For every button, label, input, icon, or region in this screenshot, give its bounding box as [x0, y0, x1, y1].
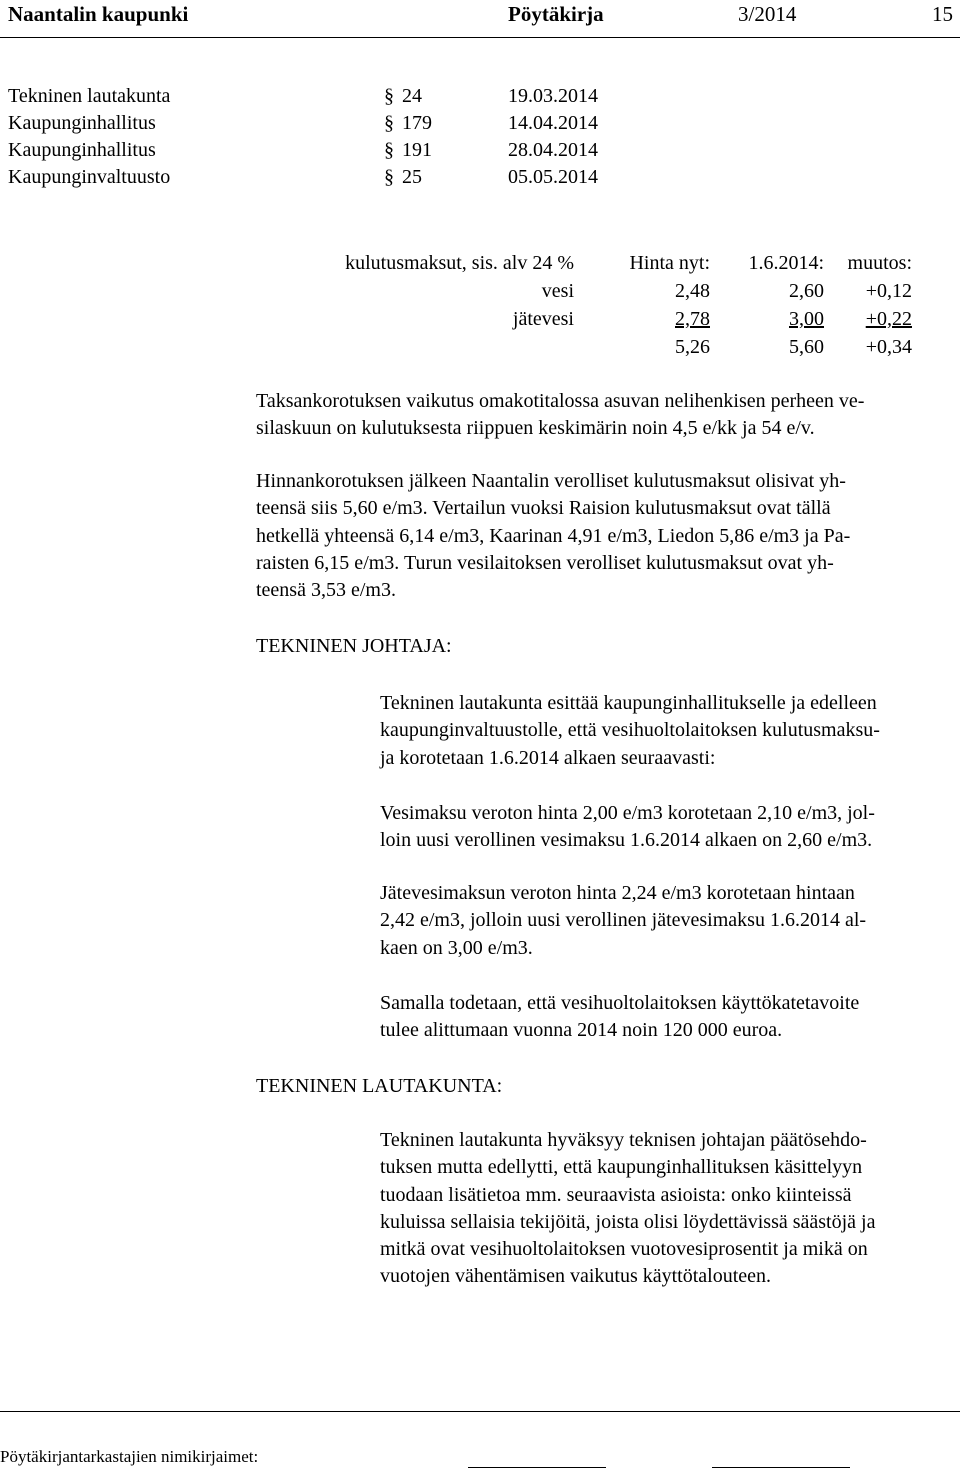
price-total-new: 5,60	[789, 336, 824, 358]
text-line: 2,42 e/m3, jolloin uusi verollinen jätevesimaksu 1.6.2014 al-	[380, 909, 867, 932]
text-line: tuodaan lisätietoa mm. seuraavista asioista: onko kiinteissä	[380, 1183, 852, 1206]
text-line: teensä siis 5,60 e/m3. Vertailun vuoksi Raision kulutusmaksut ovat tällä	[256, 497, 831, 520]
text-line: Vesimaksu veroton hinta 2,00 e/m3 korotetaan 2,10 e/m3, jol-	[380, 802, 875, 824]
text-line: Tekninen lautakunta hyväksyy teknisen johtajan päätösehdo-	[380, 1129, 867, 1151]
meeting-section-number: 24	[402, 85, 422, 107]
meeting-date: 19.03.2014	[508, 85, 598, 107]
text-line: kaupunginvaltuustolle, että vesihuoltolaitoksen kulutusmaksu-	[380, 719, 880, 742]
municipality-name: Naantalin kaupunki	[8, 2, 189, 26]
signature-label: Pöytäkirjantarkastajien nimikirjaimet:	[0, 1447, 259, 1466]
signature-line	[468, 1467, 606, 1468]
document-number: 3/2014	[738, 2, 797, 26]
page-number: 15	[932, 2, 953, 26]
text-line: Tekninen lautakunta esittää kaupunginhallitukselle ja edelleen	[380, 692, 877, 714]
price-header-now: Hinta nyt:	[629, 252, 710, 274]
text-line: Jätevesimaksun veroton hinta 2,24 e/m3 korotetaan hintaan	[380, 882, 855, 904]
meeting-section-number: 25	[402, 166, 422, 188]
heading-technical-director: TEKNINEN JOHTAJA:	[256, 635, 452, 657]
section-symbol: §	[384, 139, 394, 161]
section-symbol: §	[384, 112, 394, 134]
heading-technical-board: TEKNINEN LAUTAKUNTA:	[256, 1075, 503, 1097]
meeting-date: 28.04.2014	[508, 139, 598, 161]
text-line: tulee alittumaan vuonna 2014 noin 120 000 euroa.	[380, 1019, 783, 1042]
price-total-change: +0,34	[865, 336, 912, 358]
footer-rule	[0, 1411, 960, 1412]
price-change: +0,22	[865, 308, 912, 330]
price-header-new: 1.6.2014:	[748, 252, 824, 274]
text-line: Hinnankorotuksen jälkeen Naantalin verolliset kulutusmaksut olisivat yh-	[256, 470, 846, 492]
signature-line	[712, 1467, 850, 1468]
price-row-label: vesi	[541, 280, 574, 302]
price-now: 2,48	[675, 280, 710, 302]
text-line: kaen on 3,00 e/m3.	[380, 936, 533, 959]
text-line: Samalla todetaan, että vesihuoltolaitoksen käyttökatetavoite	[380, 992, 860, 1014]
paragraph-decision	[380, 1127, 875, 1291]
text-line: ja korotetaan 1.6.2014 alkaen seuraavasti:	[380, 746, 716, 769]
price-now: 2,78	[675, 308, 710, 330]
meeting-body: Kaupunginhallitus	[8, 112, 156, 134]
paragraph-wastewater-fee	[380, 880, 866, 962]
meeting-section-number: 179	[402, 112, 432, 134]
price-change: +0,12	[865, 280, 912, 302]
meeting-body: Kaupunginhallitus	[8, 139, 156, 161]
text-line: loin uusi verollinen vesimaksu 1.6.2014 alkaen on 2,60 e/m3.	[380, 829, 873, 852]
meeting-body: Tekninen lautakunta	[8, 85, 171, 107]
paragraph-impact	[256, 388, 864, 443]
paragraph-target	[380, 990, 859, 1045]
price-row-label: jätevesi	[512, 308, 574, 330]
price-header-change: muutos:	[847, 252, 912, 274]
text-line: kuluissa sellaisia tekijöitä, joista olisi löydettävissä säästöjä ja	[380, 1210, 876, 1233]
price-table-label: kulutusmaksut, sis. alv 24 %	[345, 252, 574, 274]
text-line: Taksankorotuksen vaikutus omakotitalossa asuvan nelihenkisen perheen ve-	[256, 390, 865, 412]
text-line: mitkä ovat vesihuoltolaitoksen vuotovesiprosentit ja mikä on	[380, 1238, 868, 1261]
text-line: raisten 6,15 e/m3. Turun vesilaitoksen verolliset kulutusmaksut ovat yh-	[256, 551, 834, 574]
text-line: hetkellä yhteensä 6,14 e/m3, Kaarinan 4,91 e/m3, Liedon 5,86 e/m3 ja Pa-	[256, 524, 851, 547]
document-type: Pöytäkirja	[508, 2, 604, 26]
section-symbol: §	[384, 85, 394, 107]
text-line: silaskuun on kulutuksesta riippuen keskimärin noin 4,5 e/kk ja 54 e/v.	[256, 417, 815, 440]
text-line: tuksen mutta edellytti, että kaupunginhallituksen käsittelyyn	[380, 1156, 863, 1179]
header-rule	[0, 37, 960, 38]
paragraph-water-fee	[380, 800, 875, 855]
price-total-now: 5,26	[675, 336, 710, 358]
meeting-section-number: 191	[402, 139, 432, 161]
section-symbol: §	[384, 166, 394, 188]
meeting-date: 14.04.2014	[508, 112, 598, 134]
text-line: vuotojen vähentämisen vaikutus käyttötalouteen.	[380, 1265, 772, 1288]
text-line: teensä 3,53 e/m3.	[256, 579, 396, 602]
price-new: 3,00	[789, 308, 824, 330]
price-new: 2,60	[789, 280, 824, 302]
paragraph-comparison	[256, 468, 850, 604]
meeting-date: 05.05.2014	[508, 166, 598, 188]
paragraph-proposal	[380, 690, 880, 772]
meeting-body: Kaupunginvaltuusto	[8, 166, 171, 188]
